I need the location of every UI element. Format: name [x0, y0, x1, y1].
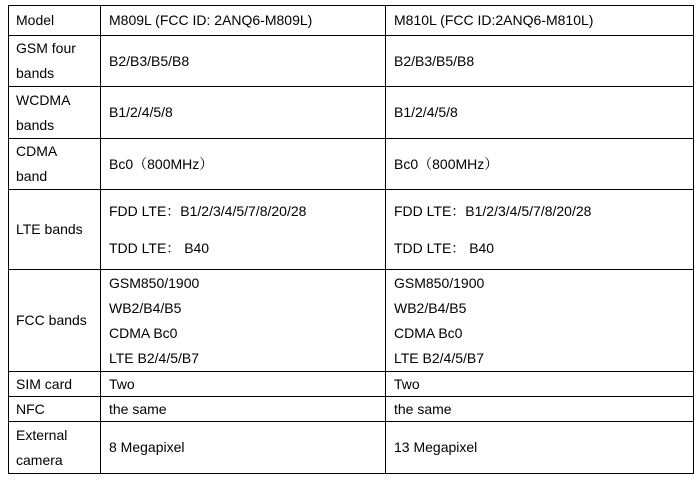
- row-label-nfc: NFC: [9, 397, 101, 422]
- row-label-gsm: GSM four bands: [9, 36, 101, 87]
- row-label-wcdma: WCDMA bands: [9, 87, 101, 139]
- cell-m810l-sim: Two: [386, 372, 694, 397]
- cell-m809l-cdma: Bc0（800MHz）: [101, 139, 386, 190]
- cell-m809l-wcdma: B1/2/4/5/8: [101, 87, 386, 139]
- row-label-fcc: FCC bands: [9, 270, 101, 372]
- cell-m809l-fcc: GSM850/1900 WB2/B4/B5 CDMA Bc0 LTE B2/4/5/B7: [101, 270, 386, 372]
- row-label-model: Model: [9, 6, 101, 36]
- cell-m809l-lte: FDD LTE：B1/2/3/4/5/7/8/20/28 TDD LTE： B40: [101, 190, 386, 270]
- cell-m810l-gsm: B2/B3/B5/B8: [386, 36, 694, 87]
- table-row: [9, 190, 694, 270]
- table-row: [9, 87, 694, 139]
- table-row: [9, 36, 694, 87]
- cell-m809l-model: M809L (FCC ID: 2ANQ6-M809L): [101, 6, 386, 36]
- table-row: [9, 372, 694, 397]
- row-label-camera: External camera: [9, 422, 101, 474]
- spec-comparison-table: [8, 5, 694, 474]
- cell-m809l-camera: 8 Megapixel: [101, 422, 386, 474]
- table-row: [9, 139, 694, 190]
- cell-m810l-fcc: GSM850/1900 WB2/B4/B5 CDMA Bc0 LTE B2/4/5/B7: [386, 270, 694, 372]
- table-row: [9, 6, 694, 36]
- cell-m810l-nfc: the same: [386, 397, 694, 422]
- table-row: [9, 270, 694, 372]
- cell-m810l-lte: FDD LTE：B1/2/3/4/5/7/8/20/28 TDD LTE： B40: [386, 190, 694, 270]
- cell-m809l-sim: Two: [101, 372, 386, 397]
- cell-m810l-camera: 13 Megapixel: [386, 422, 694, 474]
- cell-m810l-cdma: Bc0（800MHz）: [386, 139, 694, 190]
- row-label-lte: LTE bands: [9, 190, 101, 270]
- row-label-cdma: CDMA band: [9, 139, 101, 190]
- cell-m809l-nfc: the same: [101, 397, 386, 422]
- table-row: [9, 397, 694, 422]
- cell-m809l-gsm: B2/B3/B5/B8: [101, 36, 386, 87]
- table-row: [9, 422, 694, 474]
- cell-m810l-model: M810L (FCC ID:2ANQ6-M810L): [386, 6, 694, 36]
- row-label-sim: SIM card: [9, 372, 101, 397]
- cell-m810l-wcdma: B1/2/4/5/8: [386, 87, 694, 139]
